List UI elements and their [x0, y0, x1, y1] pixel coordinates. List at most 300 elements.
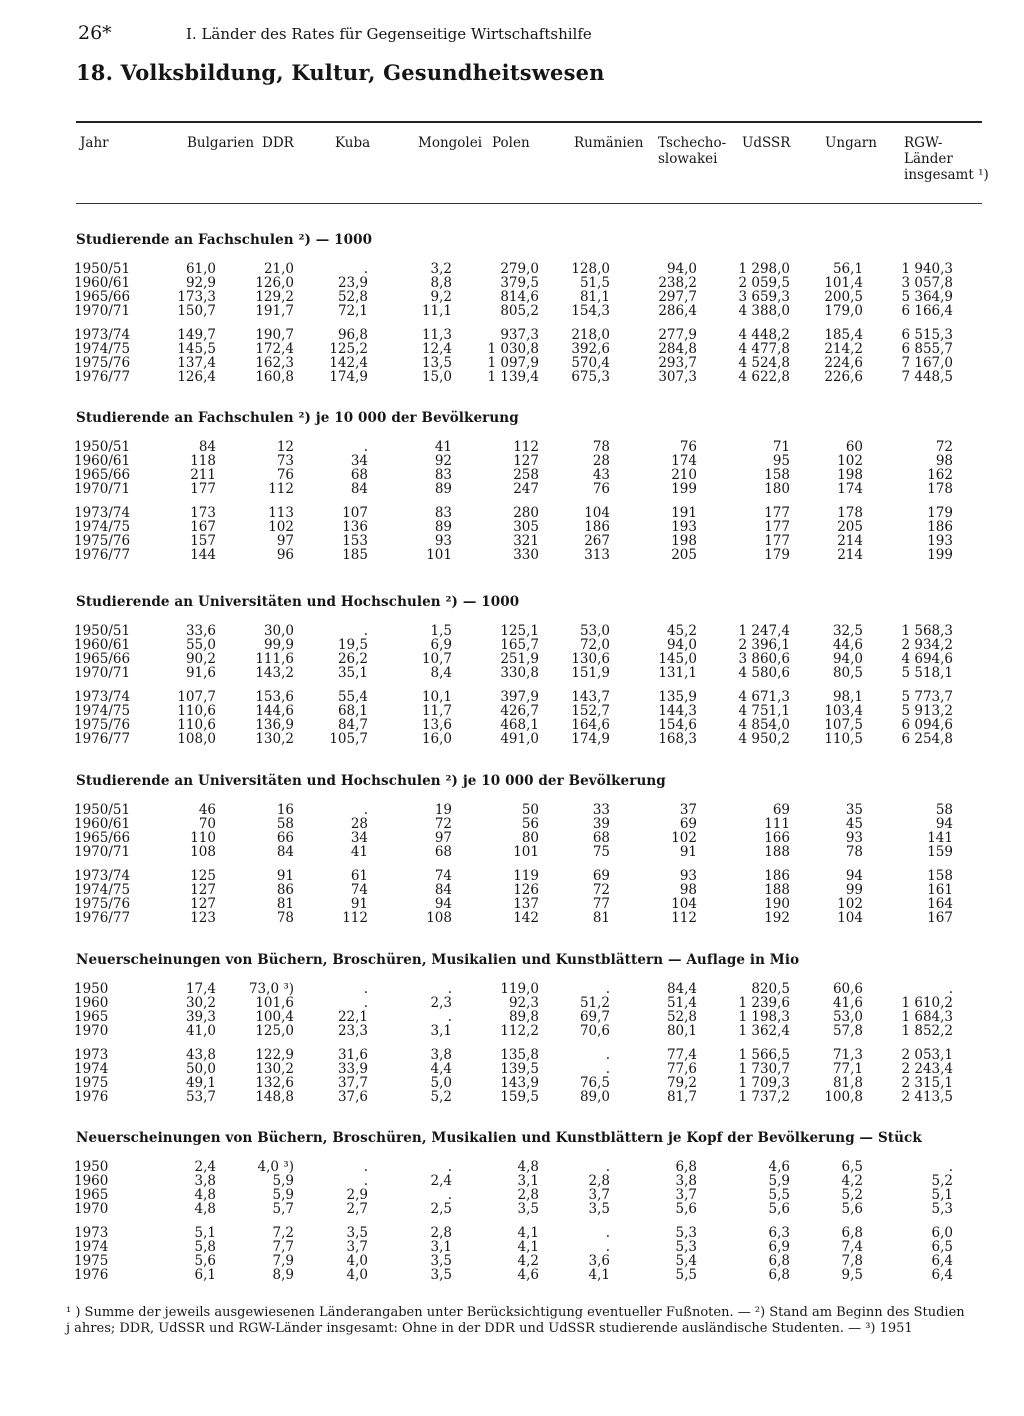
running-head: I. Länder des Rates für Gegenseitige Wirtschaftshilfe	[186, 25, 592, 43]
cell-rumaenien: 313	[584, 547, 610, 563]
cell-tschechoslowakei: 94,0	[666, 261, 697, 277]
cell-polen: 1 097,9	[487, 355, 539, 371]
year-cell: 1965/66	[74, 651, 131, 667]
year-cell: 1976/77	[74, 369, 131, 385]
cell-mongolei: 19	[434, 802, 452, 818]
cell-tschechoslowakei: 3,7	[675, 1187, 697, 1203]
cell-bulgarien: 2,4	[194, 1159, 216, 1175]
cell-rumaenien: 89,0	[579, 1089, 610, 1105]
table-row	[0, 1062, 1024, 1076]
cell-polen: 4,1	[517, 1239, 539, 1255]
cell-polen: 805,2	[500, 303, 539, 319]
cell-bulgarien: 50,0	[185, 1061, 216, 1077]
cell-rumaenien: 104	[584, 505, 610, 521]
cell-mongolei: 2,8	[430, 1225, 452, 1241]
cell-udssr: 188	[764, 844, 790, 860]
cell-bulgarien: 127	[190, 896, 216, 912]
table-row	[0, 1188, 1024, 1202]
year-cell: 1973	[74, 1047, 109, 1063]
cell-udssr: 2 059,5	[738, 275, 790, 291]
cell-rgw-insgesamt: 1 852,2	[901, 1023, 953, 1039]
year-cell: 1974	[74, 1239, 109, 1255]
cell-rumaenien: .	[605, 981, 610, 997]
cell-mongolei: 5,2	[430, 1089, 452, 1105]
column-header-ddr: DDR	[262, 135, 294, 151]
cell-ddr: 84	[276, 844, 294, 860]
cell-ddr: 144,6	[255, 703, 294, 719]
cell-rumaenien: 3,7	[588, 1187, 610, 1203]
year-cell: 1950/51	[74, 439, 131, 455]
cell-rumaenien: 186	[584, 519, 610, 535]
cell-rumaenien: 4,1	[588, 1267, 610, 1283]
cell-polen: 397,9	[500, 689, 539, 705]
cell-polen: 305	[513, 519, 539, 535]
year-cell: 1976/77	[74, 731, 131, 747]
cell-tschechoslowakei: 93	[679, 868, 697, 884]
cell-ddr: 143,2	[255, 665, 294, 681]
cell-bulgarien: 107,7	[177, 689, 216, 705]
cell-kuba: 72,1	[337, 303, 368, 319]
cell-ddr: 97	[276, 533, 294, 549]
cell-ungarn: 101,4	[824, 275, 863, 291]
cell-polen: 258	[513, 467, 539, 483]
cell-rumaenien: 675,3	[571, 369, 610, 385]
cell-tschechoslowakei: 80,1	[666, 1023, 697, 1039]
cell-rumaenien: 76,5	[579, 1075, 610, 1091]
table-row	[0, 304, 1024, 318]
cell-kuba: 35,1	[337, 665, 368, 681]
table-row	[0, 1024, 1024, 1038]
year-cell: 1965/66	[74, 289, 131, 305]
cell-rgw-insgesamt: 5,1	[931, 1187, 953, 1203]
cell-ungarn: 174	[837, 481, 863, 497]
cell-rgw-insgesamt: 2 413,5	[901, 1089, 953, 1105]
cell-udssr: 111	[764, 816, 790, 832]
cell-tschechoslowakei: 45,2	[666, 623, 697, 639]
cell-rumaenien: .	[605, 1061, 610, 1077]
cell-mongolei: 108	[426, 910, 452, 926]
year-cell: 1970/71	[74, 844, 131, 860]
column-header-polen: Polen	[492, 135, 530, 151]
cell-tschechoslowakei: 293,7	[658, 355, 697, 371]
cell-ddr: 136,9	[255, 717, 294, 733]
column-header-udssr: UdSSR	[742, 135, 791, 151]
cell-mongolei: 89	[434, 519, 452, 535]
table-row	[0, 666, 1024, 680]
cell-bulgarien: 17,4	[185, 981, 216, 997]
cell-rgw-insgesamt: 167	[927, 910, 953, 926]
cell-ungarn: 35	[845, 802, 863, 818]
cell-tschechoslowakei: 174	[671, 453, 697, 469]
cell-kuba: .	[363, 623, 368, 639]
cell-udssr: 3 860,6	[738, 651, 790, 667]
table-row	[0, 520, 1024, 534]
cell-udssr: 180	[764, 481, 790, 497]
cell-polen: 159,5	[500, 1089, 539, 1105]
year-cell: 1975	[74, 1253, 109, 1269]
cell-rgw-insgesamt: 186	[927, 519, 953, 535]
cell-kuba: .	[363, 802, 368, 818]
cell-bulgarien: 5,6	[194, 1253, 216, 1269]
cell-rgw-insgesamt: 2 053,1	[901, 1047, 953, 1063]
year-cell: 1960	[74, 1173, 109, 1189]
cell-ddr: 162,3	[255, 355, 294, 371]
cell-mongolei: 101	[426, 547, 452, 563]
cell-rgw-insgesamt: 2 934,2	[901, 637, 953, 653]
table-row	[0, 356, 1024, 370]
cell-polen: 330	[513, 547, 539, 563]
cell-udssr: 1 298,0	[738, 261, 790, 277]
table-row	[0, 996, 1024, 1010]
cell-bulgarien: 126,4	[177, 369, 216, 385]
cell-rgw-insgesamt: .	[948, 1159, 953, 1175]
cell-rumaenien: 164,6	[571, 717, 610, 733]
cell-udssr: 4 580,6	[738, 665, 790, 681]
cell-ddr: 5,9	[272, 1173, 294, 1189]
section-title: Studierende an Universitäten und Hochschulen ²) je 10 000 der Bevölkerung	[76, 773, 666, 789]
cell-ungarn: 200,5	[824, 289, 863, 305]
cell-rgw-insgesamt: 6 515,3	[901, 327, 953, 343]
cell-ungarn: 5,6	[841, 1201, 863, 1217]
year-cell: 1970/71	[74, 481, 131, 497]
cell-ungarn: 45	[845, 816, 863, 832]
cell-udssr: 820,5	[751, 981, 790, 997]
cell-bulgarien: 5,1	[194, 1225, 216, 1241]
year-cell: 1976/77	[74, 910, 131, 926]
cell-ddr: 96	[276, 547, 294, 563]
year-cell: 1974	[74, 1061, 109, 1077]
cell-bulgarien: 43,8	[185, 1047, 216, 1063]
cell-ungarn: 178	[837, 505, 863, 521]
table-row	[0, 1174, 1024, 1188]
column-header-mongolei: Mongolei	[418, 135, 483, 151]
cell-mongolei: 9,2	[430, 289, 452, 305]
cell-mongolei: .	[447, 981, 452, 997]
cell-kuba: 2,9	[346, 1187, 368, 1203]
cell-bulgarien: 4,8	[194, 1201, 216, 1217]
cell-bulgarien: 4,8	[194, 1187, 216, 1203]
table-row	[0, 624, 1024, 638]
cell-ddr: 16	[276, 802, 294, 818]
cell-ddr: 7,2	[272, 1225, 294, 1241]
cell-rumaenien: 76	[592, 481, 610, 497]
table-row	[0, 883, 1024, 897]
year-cell: 1975/76	[74, 533, 131, 549]
footnote-line-2: j ahres; DDR, UdSSR und RGW-Länder insgesamt: Ohne in der DDR und UdSSR studierende ausländische Studenten. — ³) 1951	[66, 1321, 913, 1336]
year-cell: 1973/74	[74, 689, 131, 705]
table-row	[0, 290, 1024, 304]
cell-bulgarien: 70	[198, 816, 216, 832]
cell-ungarn: 71,3	[832, 1047, 863, 1063]
cell-rgw-insgesamt: 2 243,4	[901, 1061, 953, 1077]
cell-mongolei: 68	[434, 844, 452, 860]
cell-udssr: 179	[764, 547, 790, 563]
cell-rgw-insgesamt: 6 094,6	[901, 717, 953, 733]
cell-mongolei: 94	[434, 896, 452, 912]
cell-polen: 247	[513, 481, 539, 497]
cell-ungarn: 226,6	[824, 369, 863, 385]
table-row	[0, 1202, 1024, 1216]
cell-rgw-insgesamt: 58	[935, 802, 953, 818]
cell-tschechoslowakei: 307,3	[658, 369, 697, 385]
cell-bulgarien: 173,3	[177, 289, 216, 305]
cell-bulgarien: 91,6	[185, 665, 216, 681]
cell-rumaenien: 39	[592, 816, 610, 832]
cell-mongolei: 2,4	[430, 1173, 452, 1189]
cell-polen: 426,7	[500, 703, 539, 719]
year-cell: 1965/66	[74, 830, 131, 846]
year-cell: 1970/71	[74, 665, 131, 681]
cell-polen: 937,3	[500, 327, 539, 343]
cell-kuba: 125,2	[329, 341, 368, 357]
cell-mongolei: 2,3	[430, 995, 452, 1011]
cell-ungarn: 98,1	[832, 689, 863, 705]
cell-kuba: 3,7	[346, 1239, 368, 1255]
cell-kuba: 4,0	[346, 1253, 368, 1269]
cell-ddr: 148,8	[255, 1089, 294, 1105]
cell-ungarn: 93	[845, 830, 863, 846]
column-header-rgw-insgesamt: RGW- Länder insgesamt ¹)	[904, 135, 989, 183]
cell-rgw-insgesamt: 1 568,3	[901, 623, 953, 639]
year-cell: 1974/75	[74, 703, 131, 719]
page-header	[78, 22, 982, 44]
table-row	[0, 869, 1024, 883]
cell-polen: 491,0	[500, 731, 539, 747]
year-cell: 1975/76	[74, 355, 131, 371]
cell-ddr: 91	[276, 868, 294, 884]
cell-mongolei: .	[447, 1187, 452, 1203]
cell-ungarn: 205	[837, 519, 863, 535]
cell-udssr: 190	[764, 896, 790, 912]
cell-ungarn: 100,8	[824, 1089, 863, 1105]
cell-kuba: 26,2	[337, 651, 368, 667]
cell-ungarn: 5,2	[841, 1187, 863, 1203]
cell-bulgarien: 6,1	[194, 1267, 216, 1283]
cell-ungarn: 99	[845, 882, 863, 898]
table-row	[0, 638, 1024, 652]
cell-rumaenien: .	[605, 1239, 610, 1255]
cell-ungarn: 198	[837, 467, 863, 483]
section-title: Studierende an Universitäten und Hochschulen ²) — 1000	[76, 594, 520, 610]
cell-udssr: 1 709,3	[738, 1075, 790, 1091]
cell-ddr: 125,0	[255, 1023, 294, 1039]
cell-rgw-insgesamt: .	[948, 981, 953, 997]
cell-polen: 119	[513, 868, 539, 884]
cell-kuba: 61	[350, 868, 368, 884]
year-cell: 1976	[74, 1267, 109, 1283]
cell-mongolei: 83	[434, 505, 452, 521]
cell-ddr: 113	[268, 505, 294, 521]
table-row	[0, 911, 1024, 925]
cell-udssr: 177	[764, 519, 790, 535]
cell-polen: 3,1	[517, 1173, 539, 1189]
cell-udssr: 192	[764, 910, 790, 926]
table-row	[0, 897, 1024, 911]
cell-rgw-insgesamt: 161	[927, 882, 953, 898]
table-row	[0, 831, 1024, 845]
cell-rgw-insgesamt: 5 518,1	[901, 665, 953, 681]
cell-mongolei: 72	[434, 816, 452, 832]
cell-rgw-insgesamt: 5,2	[931, 1173, 953, 1189]
cell-rumaenien: 28	[592, 453, 610, 469]
cell-rgw-insgesamt: 1 684,3	[901, 1009, 953, 1025]
cell-mongolei: 8,4	[430, 665, 452, 681]
cell-mongolei: 11,3	[421, 327, 452, 343]
cell-rumaenien: 267	[584, 533, 610, 549]
cell-rgw-insgesamt: 158	[927, 868, 953, 884]
cell-ddr: 172,4	[255, 341, 294, 357]
table-row	[0, 1226, 1024, 1240]
cell-rgw-insgesamt: 7 167,0	[901, 355, 953, 371]
cell-udssr: 2 396,1	[738, 637, 790, 653]
cell-ddr: 86	[276, 882, 294, 898]
year-cell: 1973/74	[74, 327, 131, 343]
table-row	[0, 1160, 1024, 1174]
cell-bulgarien: 5,8	[194, 1239, 216, 1255]
cell-mongolei: 11,1	[421, 303, 452, 319]
cell-udssr: 71	[772, 439, 790, 455]
table-row	[0, 1010, 1024, 1024]
cell-rumaenien: 72	[592, 882, 610, 898]
cell-polen: 4,6	[517, 1267, 539, 1283]
year-cell: 1965/66	[74, 467, 131, 483]
cell-mongolei: 84	[434, 882, 452, 898]
year-cell: 1950	[74, 1159, 109, 1175]
cell-polen: 330,8	[500, 665, 539, 681]
cell-mongolei: .	[447, 1159, 452, 1175]
column-header-bulgarien: Bulgarien	[187, 135, 255, 151]
cell-kuba: 84	[350, 481, 368, 497]
cell-ungarn: 32,5	[832, 623, 863, 639]
cell-ddr: 78	[276, 910, 294, 926]
cell-kuba: 28	[350, 816, 368, 832]
cell-ungarn: 7,4	[841, 1239, 863, 1255]
cell-polen: 3,5	[517, 1201, 539, 1217]
year-cell: 1965	[74, 1009, 109, 1025]
cell-ddr: 129,2	[255, 289, 294, 305]
cell-bulgarien: 110	[190, 830, 216, 846]
cell-rgw-insgesamt: 178	[927, 481, 953, 497]
cell-ungarn: 81,8	[832, 1075, 863, 1091]
cell-mongolei: 93	[434, 533, 452, 549]
cell-kuba: 3,5	[346, 1225, 368, 1241]
cell-ddr: 5,7	[272, 1201, 294, 1217]
cell-polen: 280	[513, 505, 539, 521]
cell-rgw-insgesamt: 6 855,7	[901, 341, 953, 357]
cell-polen: 142	[513, 910, 539, 926]
cell-rumaenien: 392,6	[571, 341, 610, 357]
cell-polen: 50	[521, 802, 539, 818]
cell-ungarn: 94	[845, 868, 863, 884]
cell-ungarn: 57,8	[832, 1023, 863, 1039]
year-cell: 1950/51	[74, 802, 131, 818]
cell-rumaenien: 81,1	[579, 289, 610, 305]
section-title: Studierende an Fachschulen ²) je 10 000 der Bevölkerung	[76, 410, 519, 426]
cell-udssr: 1 566,5	[738, 1047, 790, 1063]
cell-udssr: 188	[764, 882, 790, 898]
cell-rgw-insgesamt: 2 315,1	[901, 1075, 953, 1091]
cell-tschechoslowakei: 277,9	[658, 327, 697, 343]
cell-udssr: 186	[764, 868, 790, 884]
cell-rumaenien: 77	[592, 896, 610, 912]
cell-polen: 137	[513, 896, 539, 912]
cell-rumaenien: 152,7	[571, 703, 610, 719]
column-header-rumaenien: Rumänien	[574, 135, 644, 151]
cell-mongolei: 1,5	[430, 623, 452, 639]
cell-mongolei: 74	[434, 868, 452, 884]
cell-mongolei: 3,8	[430, 1047, 452, 1063]
cell-rumaenien: 3,5	[588, 1201, 610, 1217]
table-row	[0, 262, 1024, 276]
cell-mongolei: 3,5	[430, 1267, 452, 1283]
cell-rumaenien: 69	[592, 868, 610, 884]
cell-ungarn: 80,5	[832, 665, 863, 681]
cell-ddr: 81	[276, 896, 294, 912]
cell-udssr: 4 477,8	[738, 341, 790, 357]
table-row	[0, 276, 1024, 290]
cell-mongolei: 83	[434, 467, 452, 483]
cell-kuba: 23,3	[337, 1023, 368, 1039]
cell-ungarn: 107,5	[824, 717, 863, 733]
cell-rumaenien: .	[605, 1159, 610, 1175]
cell-ddr: 101,6	[255, 995, 294, 1011]
cell-polen: 125,1	[500, 623, 539, 639]
cell-mongolei: 97	[434, 830, 452, 846]
cell-polen: 56	[521, 816, 539, 832]
cell-udssr: 177	[764, 533, 790, 549]
column-header-ungarn: Ungarn	[825, 135, 877, 151]
cell-ddr: 8,9	[272, 1267, 294, 1283]
cell-ddr: 132,6	[255, 1075, 294, 1091]
cell-udssr: 4 671,3	[738, 689, 790, 705]
cell-rgw-insgesamt: 179	[927, 505, 953, 521]
cell-kuba: .	[363, 1173, 368, 1189]
cell-tschechoslowakei: 297,7	[658, 289, 697, 305]
cell-bulgarien: 149,7	[177, 327, 216, 343]
page-title: 18. Volksbildung, Kultur, Gesundheitswesen	[76, 60, 605, 85]
cell-udssr: 177	[764, 505, 790, 521]
cell-rgw-insgesamt: 199	[927, 547, 953, 563]
table-row	[0, 1240, 1024, 1254]
year-cell: 1960/61	[74, 453, 131, 469]
year-cell: 1970	[74, 1023, 109, 1039]
cell-rgw-insgesamt: 159	[927, 844, 953, 860]
cell-udssr: 4 448,2	[738, 327, 790, 343]
cell-bulgarien: 137,4	[177, 355, 216, 371]
table-row	[0, 342, 1024, 356]
cell-polen: 321	[513, 533, 539, 549]
cell-mongolei: 92	[434, 453, 452, 469]
cell-ungarn: 102	[837, 896, 863, 912]
cell-rgw-insgesamt: 141	[927, 830, 953, 846]
cell-polen: 379,5	[500, 275, 539, 291]
cell-ddr: 160,8	[255, 369, 294, 385]
cell-polen: 89,8	[508, 1009, 539, 1025]
cell-rumaenien: 128,0	[571, 261, 610, 277]
cell-rumaenien: 218,0	[571, 327, 610, 343]
cell-tschechoslowakei: 198	[671, 533, 697, 549]
cell-tschechoslowakei: 131,1	[658, 665, 697, 681]
cell-ddr: 7,9	[272, 1253, 294, 1269]
cell-bulgarien: 110,6	[177, 703, 216, 719]
cell-ungarn: 214	[837, 533, 863, 549]
cell-rgw-insgesamt: 6 254,8	[901, 731, 953, 747]
cell-mongolei: .	[447, 1009, 452, 1025]
table-row	[0, 817, 1024, 831]
cell-bulgarien: 90,2	[185, 651, 216, 667]
cell-rumaenien: 51,2	[579, 995, 610, 1011]
cell-ungarn: 94,0	[832, 651, 863, 667]
